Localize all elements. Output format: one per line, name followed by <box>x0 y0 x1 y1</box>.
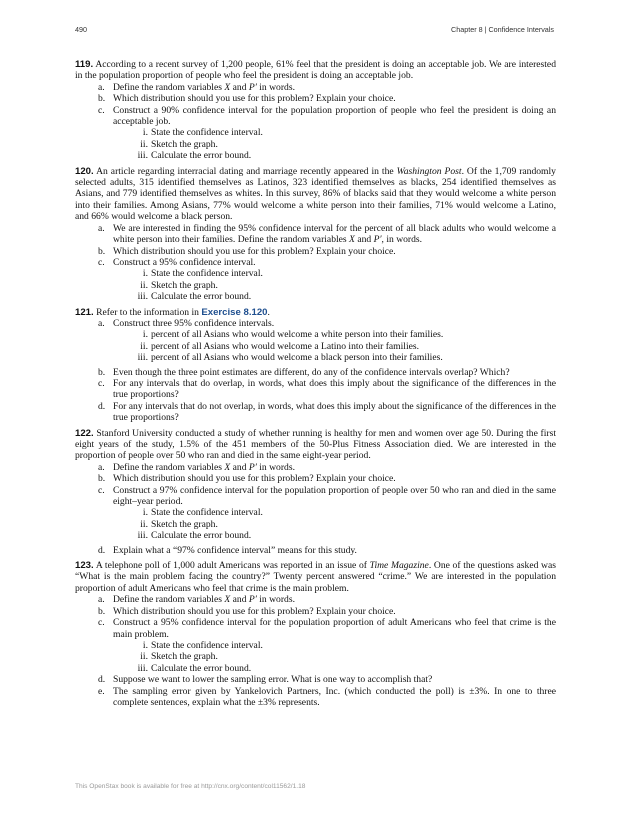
part-a <box>98 462 556 473</box>
subpart-text: Sketch the graph. <box>151 518 218 530</box>
subpart-text: percent of all Asians who would welcome a black person into their families. <box>151 352 443 364</box>
exercise-intro: Stanford University conducted a study of whether running is healthy for men and women over age 50. During the first eight years of the study, 1.5% of the 451 members of the 50-Plus Fitness Association died. We are interested in the proportion of people over 50 who ran and died in the same eight-year period. <box>75 427 556 462</box>
exercise-intro: Refer to the information in <box>96 306 202 318</box>
part-marker: d. <box>98 674 106 686</box>
exercise-intro: An article regarding interracial dating and marriage recently appeared in the <box>96 165 397 177</box>
subpart-text: State the confidence interval. <box>151 268 263 280</box>
part-text: Which distribution should you use for this problem? Explain your choice. <box>113 473 396 485</box>
part-text: Construct a 97% confidence interval for the population proportion of people over 50 who ran and died in the same eight–year period. <box>113 484 556 508</box>
part-text: in words. <box>256 594 295 606</box>
page-footer: This OpenStax book is available for free at http://cnx.org/content/col11562/1.18 <box>75 783 306 790</box>
part-b <box>98 367 556 378</box>
part-c <box>98 257 556 303</box>
part-text: Define the random variables <box>113 81 225 93</box>
part-marker: a. <box>98 81 105 93</box>
part-marker: a. <box>98 222 105 234</box>
exercise-intro: According to a recent survey of 1,200 people, 61% feel that the president is doing an acceptable job. We are interested in the population proportion of people who feel the president is doing an acceptable job. <box>75 59 556 82</box>
variable-p-prime: P′ <box>248 81 257 93</box>
part-text: and <box>230 594 249 606</box>
subpart-marker: i. <box>142 639 148 651</box>
part-marker: b. <box>98 605 106 617</box>
part-b <box>98 473 556 484</box>
variable-x: X <box>224 594 231 606</box>
exercise-intro: . Of the 1,709 randomly selected adults, 315 identified themselves as Latinos, 323 identified themselves as blacks, 254 identified themselves as Asians, and 779 identified themselves as whites. In this survey, 86% of blacks said that they would welcome a white person into their families. Among Asians, 77% would welcome a white person into their families, 71% would welcome a Latino, and 66% would welcome a black person. <box>75 165 556 223</box>
part-text: and <box>230 81 249 93</box>
exercise-122 <box>75 428 556 556</box>
part-text: Construct three 95% confidence intervals. <box>113 317 275 329</box>
part-marker: c. <box>98 104 105 116</box>
part-text: Which distribution should you use for this problem? Explain your choice. <box>113 245 396 257</box>
variable-x: X <box>224 81 231 93</box>
subpart-text: State the confidence interval. <box>151 127 263 139</box>
exercise-number: 123. <box>75 560 94 572</box>
part-marker: e. <box>98 685 105 697</box>
subpart-marker: iii. <box>137 662 148 674</box>
exercise-number: 121. <box>75 306 94 318</box>
subpart-text: Sketch the graph. <box>151 651 218 663</box>
subpart-ii <box>137 280 556 291</box>
part-text: Construct a 95% confidence interval. <box>113 256 256 268</box>
part-text: in words. <box>256 81 295 93</box>
part-text: Which distribution should you use for this problem? Explain your choice. <box>113 93 396 105</box>
part-marker: d. <box>98 400 106 412</box>
part-marker: a. <box>98 317 105 329</box>
part-text: Explain what a “97% confidence interval” means for this study. <box>113 544 357 556</box>
subpart-text: Calculate the error bound. <box>151 150 252 162</box>
part-text: Define the random variables <box>113 594 225 606</box>
exercise-intro: A telephone poll of 1,000 adult Americans was reported in an issue of <box>95 560 370 572</box>
part-text: For any intervals that do not overlap, in words, what does this imply about the significance of the differences in the true proportions? <box>113 400 556 424</box>
part-marker: b. <box>98 245 106 257</box>
subpart-ii <box>137 651 556 662</box>
part-a <box>98 594 556 605</box>
subpart-marker: i. <box>142 127 148 139</box>
subpart-marker: i. <box>142 507 148 519</box>
part-text: The sampling error given by Yankelovich Partners, Inc. (which conducted the poll) is ±3%. In one to three complete sentences, explain what the ±3% represents. <box>113 685 556 708</box>
part-a <box>98 82 556 93</box>
subpart-text: percent of all Asians who would welcome a white person into their families. <box>151 329 444 341</box>
variable-p-prime: P′ <box>248 594 257 606</box>
part-text: We are interested in finding the 95% confidence interval for the percent of all black adults who would welcome a white person into their families. Define the random variables <box>113 222 556 246</box>
subpart-marker: ii. <box>140 138 148 150</box>
subpart-marker: ii. <box>140 340 148 352</box>
part-b <box>98 246 556 257</box>
subpart-marker: iii. <box>137 352 148 364</box>
part-d <box>98 674 556 685</box>
part-text: Even though the three point estimates are different, do any of the confidence intervals overlap? Which? <box>113 366 510 378</box>
subpart-iii <box>137 291 556 302</box>
part-text: and <box>230 461 249 473</box>
part-c <box>98 617 556 674</box>
part-text: in words. <box>256 461 295 473</box>
page-number: 490 <box>75 25 87 34</box>
part-marker: b. <box>98 93 106 105</box>
exercise-number: 119. <box>75 59 94 70</box>
part-d <box>98 401 556 424</box>
subpart-marker: ii. <box>140 279 148 291</box>
chapter-title: Chapter 8 | Confidence Intervals <box>451 25 554 34</box>
subpart-iii <box>137 663 556 674</box>
exercise-link[interactable]: Exercise 8.120 <box>201 306 268 318</box>
part-text: Define the random variables <box>113 461 225 473</box>
exercise-120 <box>75 166 556 303</box>
variable-p-prime: P′ <box>248 461 257 473</box>
subpart-marker: ii. <box>140 651 148 663</box>
part-a <box>98 223 556 246</box>
part-marker: c. <box>98 256 105 268</box>
subpart-i <box>137 127 556 138</box>
subpart-text: State the confidence interval. <box>151 639 263 651</box>
subpart-text: State the confidence interval. <box>151 507 263 519</box>
exercise-intro: . One of the questions asked was “What is the main problem facing the country?” Twenty percent answered “crime.” We are interested in the population proportion of adult Americans who feel that crime is the main problem. <box>75 560 556 594</box>
publication-title: Time Magazine <box>369 560 429 572</box>
part-b <box>98 606 556 617</box>
exercise-119 <box>75 59 556 162</box>
part-text: Construct a 90% confidence interval for the population proportion of people who feel the president is doing an acceptable job. <box>113 104 556 128</box>
exercise-number: 120. <box>75 165 94 177</box>
subpart-text: Sketch the graph. <box>151 279 218 291</box>
variable-x: X <box>224 461 231 473</box>
part-c <box>98 485 556 542</box>
part-text: , in words. <box>381 234 423 246</box>
subpart-iii <box>137 352 556 363</box>
exercise-123 <box>75 560 556 708</box>
subpart-marker: ii. <box>140 518 148 530</box>
exercise-intro: . <box>267 306 270 318</box>
variable-x: X <box>349 234 355 246</box>
subpart-marker: iii. <box>137 150 148 162</box>
subpart-i <box>137 640 556 651</box>
part-text: For any intervals that do overlap, in words, what does this imply about the significance of the differences in the true proportions? <box>113 377 556 401</box>
publication-title: Washington Post <box>396 165 462 177</box>
part-text: Suppose we want to lower the sampling error. What is one way to accomplish that? <box>113 674 433 686</box>
subpart-marker: iii. <box>137 530 148 542</box>
subpart-i <box>137 507 556 518</box>
subpart-ii <box>137 519 556 530</box>
exercise-list <box>75 59 556 712</box>
subpart-text: percent of all Asians who would welcome a Latino into their families. <box>151 340 420 352</box>
subpart-ii <box>137 341 556 352</box>
part-marker: b. <box>98 473 106 485</box>
subpart-marker: iii. <box>137 291 148 303</box>
part-c <box>98 105 556 162</box>
subpart-text: Sketch the graph. <box>151 138 218 150</box>
part-e <box>98 686 556 709</box>
subpart-marker: i. <box>142 329 148 341</box>
part-marker: c. <box>98 484 105 496</box>
subpart-i <box>137 268 556 279</box>
part-text: Construct a 95% confidence interval for the population proportion of adult Americans who feel that crime is the main problem. <box>113 617 556 640</box>
part-text: Which distribution should you use for this problem? Explain your choice. <box>113 605 396 617</box>
subpart-text: Calculate the error bound. <box>151 530 252 542</box>
subpart-i <box>137 329 556 340</box>
subpart-iii <box>137 150 556 161</box>
part-marker: b. <box>98 366 106 378</box>
subpart-iii <box>137 530 556 541</box>
part-marker: c. <box>98 617 105 629</box>
part-marker: c. <box>98 377 105 389</box>
part-c <box>98 378 556 401</box>
part-b <box>98 93 556 104</box>
subpart-text: Calculate the error bound. <box>151 291 252 303</box>
part-marker: a. <box>98 594 105 606</box>
subpart-text: Calculate the error bound. <box>151 662 252 674</box>
part-marker: a. <box>98 461 105 473</box>
part-a <box>98 318 556 364</box>
part-marker: d. <box>98 544 106 556</box>
part-d <box>98 545 556 556</box>
exercise-121 <box>75 307 556 424</box>
subpart-marker: i. <box>142 268 148 280</box>
variable-p-prime: P′ <box>373 234 382 246</box>
subpart-ii <box>137 139 556 150</box>
part-text: and <box>354 234 374 246</box>
exercise-number: 122. <box>75 427 94 439</box>
